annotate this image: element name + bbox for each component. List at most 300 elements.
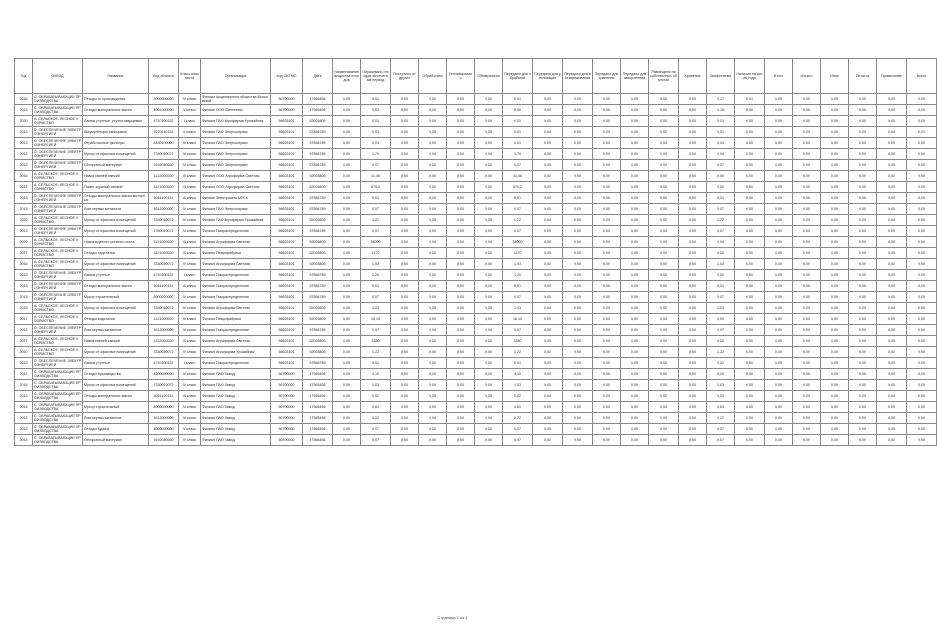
table-cell: 0,00 (621, 149, 649, 160)
table-cell: 0,00 (849, 402, 877, 413)
table-cell: 0,00 (333, 94, 361, 105)
table-cell: 0,00 (793, 248, 821, 259)
table-cell: 0,00 (475, 402, 503, 413)
table-cell: 0,00 (821, 204, 849, 215)
table-cell: Отходы производства (83, 369, 149, 380)
table-cell: 0,00 (821, 160, 849, 171)
table-cell: 0,00 (765, 402, 793, 413)
table-cell: V класс (179, 424, 201, 435)
column-header: ОКВЭД (33, 59, 83, 94)
table-cell: 17565456 (303, 369, 333, 380)
table-cell: 0,00 (563, 369, 593, 380)
table-cell: Филиал ООО Агрофирма Светлая (201, 182, 271, 193)
table-cell: 56625101 (271, 325, 303, 336)
table-cell: 0,00 (419, 171, 447, 182)
column-header: Передано для хранения (593, 59, 621, 94)
table-cell: 0,00 (391, 435, 419, 446)
table-cell: 0,00 (679, 270, 707, 281)
table-cell: 0,00 (593, 182, 621, 193)
table-cell: 0,01 (361, 127, 391, 138)
table-cell: 0,00 (735, 127, 765, 138)
table-cell: 1,22 (707, 215, 735, 226)
table-cell: 2016 (15, 259, 33, 270)
table-cell: 0,00 (907, 347, 937, 358)
table-cell: 0,00 (877, 259, 907, 270)
table-cell: 0,00 (447, 281, 475, 292)
table-cell: 0,00 (621, 413, 649, 424)
table-cell: 1,03 (361, 105, 391, 116)
table-cell: 0,00 (849, 149, 877, 160)
table-cell: 0,00 (419, 105, 447, 116)
table-cell: 0,07 (361, 160, 391, 171)
table-cell: Филиал ПАО Энергосервис (201, 204, 271, 215)
table-cell: 0,00 (447, 105, 475, 116)
table-cell: 1,20 (503, 270, 533, 281)
table-cell: 52025805 (303, 303, 333, 314)
table-cell: D. ОБЕСПЕЧЕНИЕ ЭЛЕКТРОЭНЕРГИЕЙ (34, 271, 81, 279)
table-cell: 0,00 (563, 292, 593, 303)
table-cell: 0,00 (391, 303, 419, 314)
table-cell: 0,00 (333, 369, 361, 380)
table-cell: 0,00 (447, 413, 475, 424)
table-cell: 2013 (15, 281, 33, 292)
table-cell: 0,00 (821, 138, 849, 149)
table-cell: Лом черных металлов (83, 325, 149, 336)
table-cell: 0,00 (621, 369, 649, 380)
table-cell: 0,00 (333, 237, 361, 248)
table-cell: 52025805 (303, 215, 333, 226)
table-cell: 0,00 (735, 149, 765, 160)
table-cell: 0,22 (361, 413, 391, 424)
table-row (15, 226, 937, 237)
table-body (15, 94, 937, 446)
table-cell: 0,00 (475, 325, 503, 336)
table-cell: 9192040260 (149, 435, 179, 446)
table-cell: 2013 (15, 160, 33, 171)
table-cell: 0,00 (621, 237, 649, 248)
table-cell: 0,00 (533, 248, 563, 259)
table-cell: 0,00 (391, 380, 419, 391)
table-row (15, 380, 937, 391)
table-cell: 0,00 (621, 347, 649, 358)
column-header: Класс опасности (179, 59, 201, 94)
table-cell: 0,00 (765, 182, 793, 193)
table-row (15, 248, 937, 259)
table-cell: 0,00 (475, 380, 503, 391)
table-cell: 1,20 (361, 270, 391, 281)
table-cell: 0,00 (475, 237, 503, 248)
table-cell: 0,00 (533, 435, 563, 446)
table-cell: 52025805 (303, 116, 333, 127)
table-cell: 0,00 (849, 303, 877, 314)
table-cell: 2013 (15, 325, 33, 336)
table-cell: 0,00 (821, 358, 849, 369)
table-cell: 0,00 (821, 347, 849, 358)
table-cell: 0,00 (475, 204, 503, 215)
table-cell: 0,00 (735, 435, 765, 446)
table-cell: 0,00 (735, 215, 765, 226)
table-cell: 0,00 (593, 391, 621, 402)
table-row (15, 105, 937, 116)
table-cell: 0,00 (907, 204, 937, 215)
table-cell: III класс (179, 182, 201, 193)
table-cell: 0,01 (503, 358, 533, 369)
table-cell: 0,07 (503, 160, 533, 171)
table-cell: 0,00 (593, 325, 621, 336)
table-cell: 0,07 (707, 292, 735, 303)
table-cell: 56625101 (271, 171, 303, 182)
table-cell: 0,00 (563, 182, 593, 193)
table-cell: 0,00 (849, 204, 877, 215)
table-cell: 0,00 (593, 380, 621, 391)
table-cell: 0,00 (735, 413, 765, 424)
table-cell: 0,00 (475, 347, 503, 358)
table-cell: 0,00 (907, 369, 937, 380)
table-cell: 0,00 (679, 347, 707, 358)
table-cell: 0,00 (877, 413, 907, 424)
table-cell: Лом черных металлов (83, 204, 149, 215)
table-cell: 2013 (15, 413, 33, 424)
table-cell: 2016 (15, 171, 33, 182)
table-cell: 0,01 (707, 281, 735, 292)
table-header-row (15, 59, 937, 94)
table-cell: 0,00 (793, 380, 821, 391)
table-cell: 0,00 (821, 105, 849, 116)
table-cell: Обтирочный материал (83, 435, 149, 446)
table-cell: 2015 (15, 105, 33, 116)
table-cell: С. ОБРАБАТЫВАЮЩИЕ ПРОИЗВОДСТВА (34, 381, 81, 389)
table-cell: 0,00 (593, 237, 621, 248)
table-row (15, 303, 937, 314)
table-cell: 0,00 (679, 127, 707, 138)
table-cell: 0,01 (503, 127, 533, 138)
table-cell: 7330010072 (149, 226, 179, 237)
table-cell: 0,00 (391, 94, 419, 105)
table-cell: 0,00 (649, 281, 679, 292)
table-cell: А. СЕЛЬСКОЕ, ЛЕСНОЕ ХОЗЯЙСТВО (33, 182, 83, 193)
table-cell: 0,00 (907, 94, 937, 105)
table-cell: 0,00 (563, 314, 593, 325)
table-cell: 0,00 (877, 138, 907, 149)
table-cell: 0,00 (563, 160, 593, 171)
table-cell: 0,07 (361, 292, 391, 303)
table-cell: 0,00 (419, 336, 447, 347)
table-cell: D. ОБЕСПЕЧЕНИЕ ЭЛЕКТРОЭНЕРГИЕЙ (34, 282, 81, 290)
table-cell: 0,00 (533, 193, 563, 204)
table-cell: 0,00 (419, 204, 447, 215)
table-cell: Отходы подстилки (83, 314, 149, 325)
table-cell: 2013 (15, 292, 33, 303)
table-cell: 0,00 (333, 149, 361, 160)
table-cell: 0,00 (793, 105, 821, 116)
table-cell: 56700000 (271, 413, 303, 424)
table-cell: 0,00 (533, 391, 563, 402)
table-cell: 0,00 (621, 380, 649, 391)
table-cell: D. ОБЕСПЕЧЕНИЕ ЭЛЕКТРОЭНЕРГИЕЙ (34, 139, 81, 147)
table-cell: 2020 (15, 215, 33, 226)
table-row (15, 369, 937, 380)
table-cell: 0,00 (391, 226, 419, 237)
table-cell: 0,00 (649, 215, 679, 226)
table-cell: 0,00 (907, 314, 937, 325)
table-cell: 0,00 (821, 424, 849, 435)
table-cell: 0,00 (765, 380, 793, 391)
table-cell: 8900000000 (149, 402, 179, 413)
table-cell: 0,00 (533, 127, 563, 138)
table-cell: 0,07 (503, 204, 533, 215)
table-cell: 0,00 (765, 160, 793, 171)
table-cell: С. ОБРАБАТЫВАЮЩИЕ ПРОИЗВОДСТВА (34, 106, 81, 114)
table-cell: 0,00 (649, 435, 679, 446)
table-cell: 0,00 (419, 413, 447, 424)
table-cell: 56625101 (271, 259, 303, 270)
table-cell: 0,00 (907, 138, 937, 149)
table-cell: 0,00 (419, 149, 447, 160)
table-cell: 0,07 (707, 160, 735, 171)
table-cell: 0,00 (447, 402, 475, 413)
table-cell: 0,00 (649, 292, 679, 303)
table-cell: 0,00 (679, 248, 707, 259)
table-cell: 0,00 (391, 358, 419, 369)
table-cell: 0,00 (821, 171, 849, 182)
table-cell: 0,00 (419, 292, 447, 303)
table-cell: 0,00 (475, 160, 503, 171)
table-cell: 0,00 (679, 204, 707, 215)
table-cell: 0,00 (679, 435, 707, 446)
table-cell: 0,00 (593, 347, 621, 358)
table-cell: V класс (179, 105, 201, 116)
table-cell: 0,00 (621, 182, 649, 193)
table-cell: А. СЕЛЬСКОЕ, ЛЕСНОЕ ХОЗЯЙСТВО (33, 248, 83, 259)
table-cell: 0,00 (593, 292, 621, 303)
table-row (15, 193, 937, 204)
table-cell: 0,00 (849, 413, 877, 424)
table-cell: 0,00 (707, 314, 735, 325)
table-cell: 0,00 (333, 380, 361, 391)
table-cell: 0,00 (649, 204, 679, 215)
table-cell: 0,00 (391, 248, 419, 259)
table-cell: I класс (179, 270, 201, 281)
table-cell: 0,00 (475, 369, 503, 380)
table-cell: 0,00 (907, 237, 937, 248)
waste-report-table (14, 58, 937, 446)
table-cell: 56625101 (271, 314, 303, 325)
table-cell: 0,00 (563, 127, 593, 138)
table-row (15, 413, 937, 424)
table-cell: Филиал ООО Агрофирма Светлая (201, 171, 271, 182)
table-cell: D. ОБЕСПЕЧЕНИЕ ЭЛЕКТРОЭНЕРГИЕЙ (34, 227, 81, 235)
table-cell: 1,03 (707, 259, 735, 270)
table-cell: Филиал ПАО Энергосервис (201, 160, 271, 171)
table-cell: 0,00 (849, 347, 877, 358)
table-cell: 0,00 (563, 281, 593, 292)
table-cell: 0,00 (849, 259, 877, 270)
table-cell: Филиал Электросеть МРСК (201, 193, 271, 204)
table-cell: 0,00 (793, 281, 821, 292)
table-cell: 0,00 (533, 160, 563, 171)
table-cell: 0,00 (877, 105, 907, 116)
table-cell: Навоз крупного рогатого скота (83, 237, 149, 248)
table-cell: 0,00 (563, 325, 593, 336)
table-cell: 0,00 (533, 358, 563, 369)
table-cell: 0,00 (877, 116, 907, 127)
table-cell: 0,00 (419, 391, 447, 402)
table-cell: 2020 (15, 347, 33, 358)
table-cell: 56625101 (271, 149, 303, 160)
table-cell: 0,00 (679, 94, 707, 105)
table-cell: 0,00 (419, 226, 447, 237)
table-cell: 0,00 (333, 347, 361, 358)
table-cell: 17565456 (303, 380, 333, 391)
table-cell: 0,00 (563, 336, 593, 347)
waste-report-sheet (14, 58, 927, 446)
table-cell: 56700000 (271, 380, 303, 391)
table-cell: 17565456 (303, 105, 333, 116)
table-cell: 0,00 (679, 215, 707, 226)
table-cell: 4300000000 (149, 369, 179, 380)
table-cell: 0,00 (447, 116, 475, 127)
table-cell: 1470 (503, 248, 533, 259)
table-cell: 0,00 (907, 160, 937, 171)
table-row (15, 347, 937, 358)
table-cell: 0,00 (621, 127, 649, 138)
table-cell: 2020 (15, 237, 33, 248)
table-cell: III класс (179, 336, 201, 347)
table-cell: 0,00 (877, 127, 907, 138)
table-cell: IV класс (179, 226, 201, 237)
table-cell: 0,00 (877, 292, 907, 303)
table-cell: 0,01 (707, 138, 735, 149)
table-cell: 0,00 (849, 424, 877, 435)
table-cell: 17565456 (303, 94, 333, 105)
table-cell: 0,00 (849, 336, 877, 347)
table-cell: 0,00 (475, 193, 503, 204)
table-cell: 0,07 (361, 325, 391, 336)
table-cell: 1,03 (503, 303, 533, 314)
table-cell: 0,00 (447, 435, 475, 446)
table-cell: IV класс (179, 413, 201, 424)
table-cell: 1,22 (361, 347, 391, 358)
table-cell: 0,00 (849, 358, 877, 369)
table-cell: 0,00 (533, 204, 563, 215)
table-cell: 0,00 (765, 94, 793, 105)
table-row (15, 281, 937, 292)
table-cell: 0,00 (533, 292, 563, 303)
table-cell: 56625101 (271, 116, 303, 127)
table-cell: 0,00 (475, 116, 503, 127)
table-cell: 0,00 (793, 193, 821, 204)
table-cell: 0,00 (333, 204, 361, 215)
table-cell: 0,00 (563, 391, 593, 402)
table-cell: 0,00 (533, 314, 563, 325)
table-cell: 0,00 (593, 369, 621, 380)
table-cell: 0,00 (649, 259, 679, 270)
table-cell: 0,00 (735, 402, 765, 413)
column-header: Иное (821, 59, 849, 94)
table-cell: 0,01 (361, 116, 391, 127)
table-cell: 0,00 (593, 149, 621, 160)
table-cell: 0,00 (649, 358, 679, 369)
table-cell: 0,00 (333, 215, 361, 226)
table-cell: 34000 (361, 237, 391, 248)
table-cell: D. ОБЕСПЕЧЕНИЕ ЭЛЕКТРОЭНЕРГИЕЙ (34, 293, 81, 301)
table-cell: 1,03 (503, 259, 533, 270)
table-cell: 0,00 (391, 259, 419, 270)
table-cell: 2013 (15, 358, 33, 369)
table-cell: 0,00 (707, 336, 735, 347)
table-cell: 0,00 (735, 193, 765, 204)
table-cell: 0,00 (707, 149, 735, 160)
table-cell: 0,00 (621, 314, 649, 325)
table-cell: 0,00 (621, 160, 649, 171)
table-cell: 0,00 (765, 226, 793, 237)
table-cell: 0,00 (849, 226, 877, 237)
table-cell: 0,00 (419, 248, 447, 259)
table-cell: 0,01 (503, 138, 533, 149)
table-cell: 2017 (15, 336, 33, 347)
table-cell: С. ОБРАБАТЫВАЮЩИЕ ПРОИЗВОДСТВА (34, 436, 81, 444)
table-cell: 41,46 (503, 171, 533, 182)
table-cell: 4612000000 (149, 413, 179, 424)
table-cell: 0,00 (821, 369, 849, 380)
table-cell: Мусор от офисных помещений (83, 380, 149, 391)
table-cell: Лампы ртутные (83, 358, 149, 369)
table-cell: IV класс (179, 325, 201, 336)
table-cell: 0,00 (793, 391, 821, 402)
table-cell: 0,00 (907, 281, 937, 292)
table-cell: 0,00 (649, 116, 679, 127)
table-cell: Отходы подстилки (83, 248, 149, 259)
table-cell: 0,00 (793, 424, 821, 435)
table-cell: 0,00 (419, 303, 447, 314)
table-cell: 0,00 (475, 226, 503, 237)
table-cell: 0,00 (649, 314, 679, 325)
table-cell: 0,00 (877, 160, 907, 171)
table-cell: Филиал Газораспределение (201, 292, 271, 303)
table-cell: 56625101 (271, 248, 303, 259)
table-cell: 4061100131 (149, 391, 179, 402)
table-cell: Лампы ртутные (83, 270, 149, 281)
table-cell: I класс (179, 116, 201, 127)
table-cell: 2013 (15, 424, 33, 435)
table-cell: 0,00 (907, 182, 937, 193)
table-cell: 0,01 (361, 193, 391, 204)
table-cell: 1,22 (707, 347, 735, 358)
table-cell: 0,00 (563, 171, 593, 182)
table-cell: 0,00 (593, 193, 621, 204)
table-cell: 0,07 (707, 325, 735, 336)
table-cell: 56625101 (271, 237, 303, 248)
table-cell: 7330010072 (149, 303, 179, 314)
table-cell: 0,07 (707, 204, 735, 215)
table-cell: Мусор строительный (83, 292, 149, 303)
table-cell: 56625101 (271, 127, 303, 138)
table-cell: 0,00 (765, 193, 793, 204)
table-cell: 0,00 (391, 325, 419, 336)
table-cell: 0,00 (679, 171, 707, 182)
table-cell: 2017 (15, 369, 33, 380)
table-cell: 0,00 (793, 336, 821, 347)
table-cell: А. СЕЛЬСКОЕ, ЛЕСНОЕ ХОЗЯЙСТВО (33, 259, 83, 270)
table-cell: 56625101 (271, 182, 303, 193)
table-cell: 0,00 (391, 160, 419, 171)
table-cell: 0,00 (765, 391, 793, 402)
table-cell: 0,02 (503, 391, 533, 402)
table-cell: 0,00 (765, 292, 793, 303)
table-cell: 0,00 (475, 270, 503, 281)
table-cell: 0,00 (593, 160, 621, 171)
table-cell: 0,07 (503, 325, 533, 336)
